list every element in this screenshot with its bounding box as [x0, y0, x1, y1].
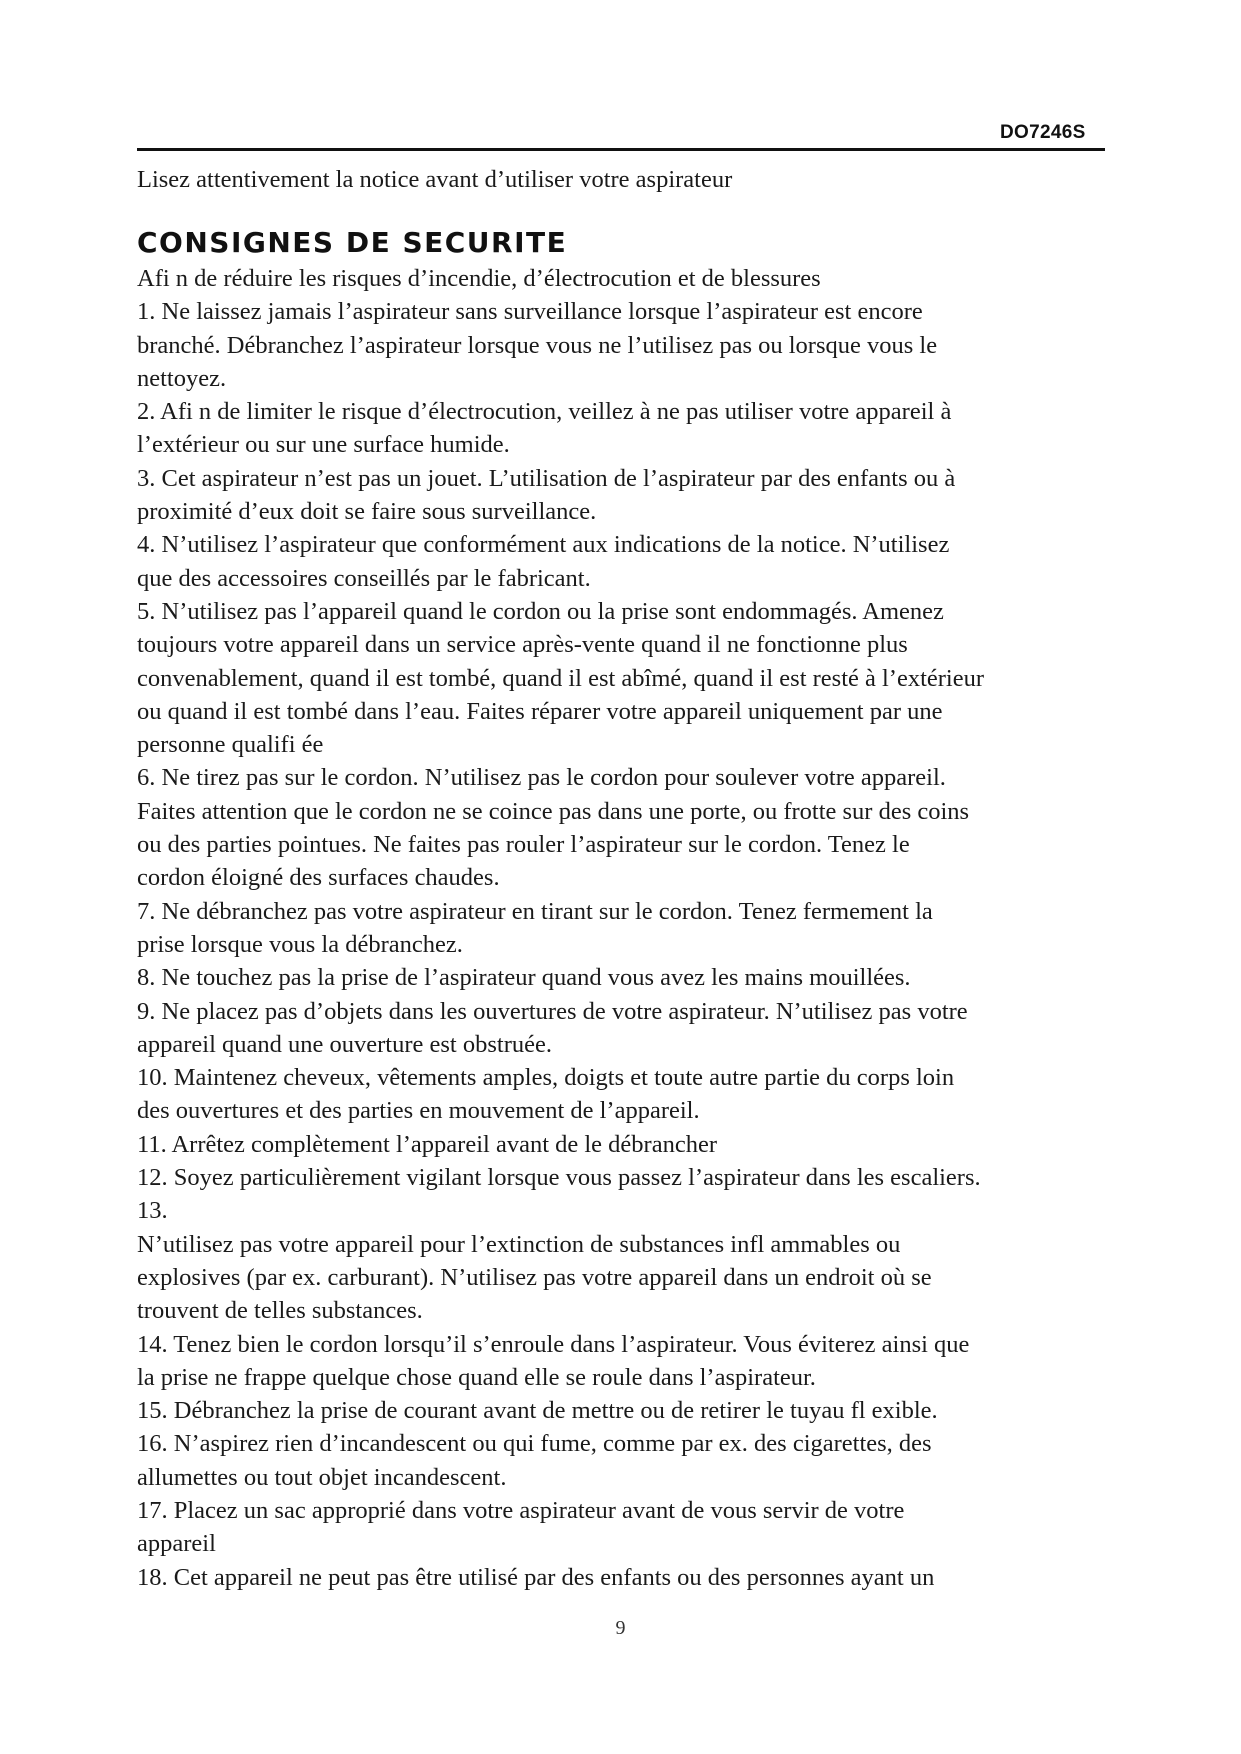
text-line: ou quand il est tombé dans l’eau. Faites réparer votre appareil uniquement par une — [137, 697, 943, 725]
text-line: branché. Débranchez l’aspirateur lorsque vous ne l’utilisez pas ou lorsque vous le — [137, 331, 938, 359]
text-line: 6. Ne tirez pas sur le cordon. N’utilisez pas le cordon pour soulever votre appareil. — [137, 764, 946, 792]
text-line: toujours votre appareil dans un service après-vente quand il ne fonctionne plus — [137, 631, 908, 659]
page-number: 9 — [615, 1617, 626, 1639]
text-line: cordon éloigné des surfaces chaudes. — [137, 864, 500, 892]
section-title: CONSIGNES DE SECURITE — [137, 226, 568, 259]
text-line: 8. Ne touchez pas la prise de l’aspirateur quand vous avez les mains mouillées. — [137, 964, 911, 992]
text-line: 7. Ne débranchez pas votre aspirateur en tirant sur le cordon. Tenez fermement la — [137, 897, 933, 925]
text-line: 13. — [137, 1197, 168, 1225]
text-line: N’utilisez pas votre appareil pour l’extinction de substances infl ammables ou — [137, 1230, 901, 1258]
text-line: ou des parties pointues. Ne faites pas rouler l’aspirateur sur le cordon. Tenez le — [137, 831, 910, 859]
intro-text: Lisez attentivement la notice avant d’utiliser votre aspirateur — [137, 166, 733, 193]
text-line: Afi n de réduire les risques d’incendie, d’électrocution et de blessures — [137, 265, 821, 292]
text-line: 3. Cet aspirateur n’est pas un jouet. L’utilisation de l’aspirateur par des enfants ou à — [137, 464, 956, 492]
text-line: 2. Afi n de limiter le risque d’électrocution, veillez à ne pas utiliser votre appareil à — [137, 398, 952, 426]
text-line: allumettes ou tout objet incandescent. — [137, 1463, 507, 1491]
text-line: appareil quand une ouverture est obstruée. — [137, 1030, 552, 1058]
text-line: des ouvertures et des parties en mouvement de l’appareil. — [137, 1097, 700, 1125]
text-line: prise lorsque vous la débranchez. — [137, 930, 463, 958]
text-line: 17. Placez un sac approprié dans votre aspirateur avant de vous servir de votre — [137, 1496, 905, 1524]
text-line: 15. Débranchez la prise de courant avant de mettre ou de retirer le tuyau fl exible. — [137, 1397, 938, 1425]
text-line: la prise ne frappe quelque chose quand elle se roule dans l’aspirateur. — [137, 1363, 816, 1391]
text-line: 1. Ne laissez jamais l’aspirateur sans surveillance lorsque l’aspirateur est encore — [137, 298, 923, 326]
text-line: que des accessoires conseillés par le fabricant. — [137, 564, 591, 592]
text-line: personne qualifi ée — [137, 731, 324, 759]
text-line: 11. Arrêtez complètement l’appareil avant de le débrancher — [137, 1130, 717, 1158]
text-line: convenablement, quand il est tombé, quand il est abîmé, quand il est resté à l’extérieur — [137, 664, 985, 692]
text-line: explosives (par ex. carburant). N’utilisez pas votre appareil dans un endroit où se — [137, 1263, 932, 1291]
text-line: 14. Tenez bien le cordon lorsqu’il s’enroule dans l’aspirateur. Vous éviterez ainsi que — [137, 1330, 970, 1358]
text-line: 5. N’utilisez pas l’appareil quand le cordon ou la prise sont endommagés. Amenez — [137, 597, 944, 625]
text-line: 18. Cet appareil ne peut pas être utilisé par des enfants ou des personnes ayant un — [137, 1563, 935, 1591]
text-line: 10. Maintenez cheveux, vêtements amples, doigts et toute autre partie du corps loin — [137, 1064, 955, 1092]
header-rule — [137, 148, 1105, 151]
text-line: nettoyez. — [137, 364, 227, 392]
text-line: Faites attention que le cordon ne se coince pas dans une porte, ou frotte sur des coins — [137, 797, 970, 825]
safety-instructions — [137, 262, 1105, 1608]
text-line: trouvent de telles substances. — [137, 1297, 423, 1325]
text-line: 16. N’aspirez rien d’incandescent ou qui fume, comme par ex. des cigarettes, des — [137, 1430, 932, 1458]
text-line: 9. Ne placez pas d’objets dans les ouvertures de votre aspirateur. N’utilisez pas votre — [137, 997, 968, 1025]
model-code: DO7246S — [1000, 122, 1086, 143]
text-line: proximité d’eux doit se faire sous surveillance. — [137, 498, 597, 526]
text-line: 12. Soyez particulièrement vigilant lorsque vous passez l’aspirateur dans les escaliers. — [137, 1164, 981, 1192]
text-line: appareil — [137, 1530, 216, 1558]
text-line: 4. N’utilisez l’aspirateur que conformément aux indications de la notice. N’utilisez — [137, 531, 950, 559]
text-line: l’extérieur ou sur une surface humide. — [137, 431, 510, 459]
